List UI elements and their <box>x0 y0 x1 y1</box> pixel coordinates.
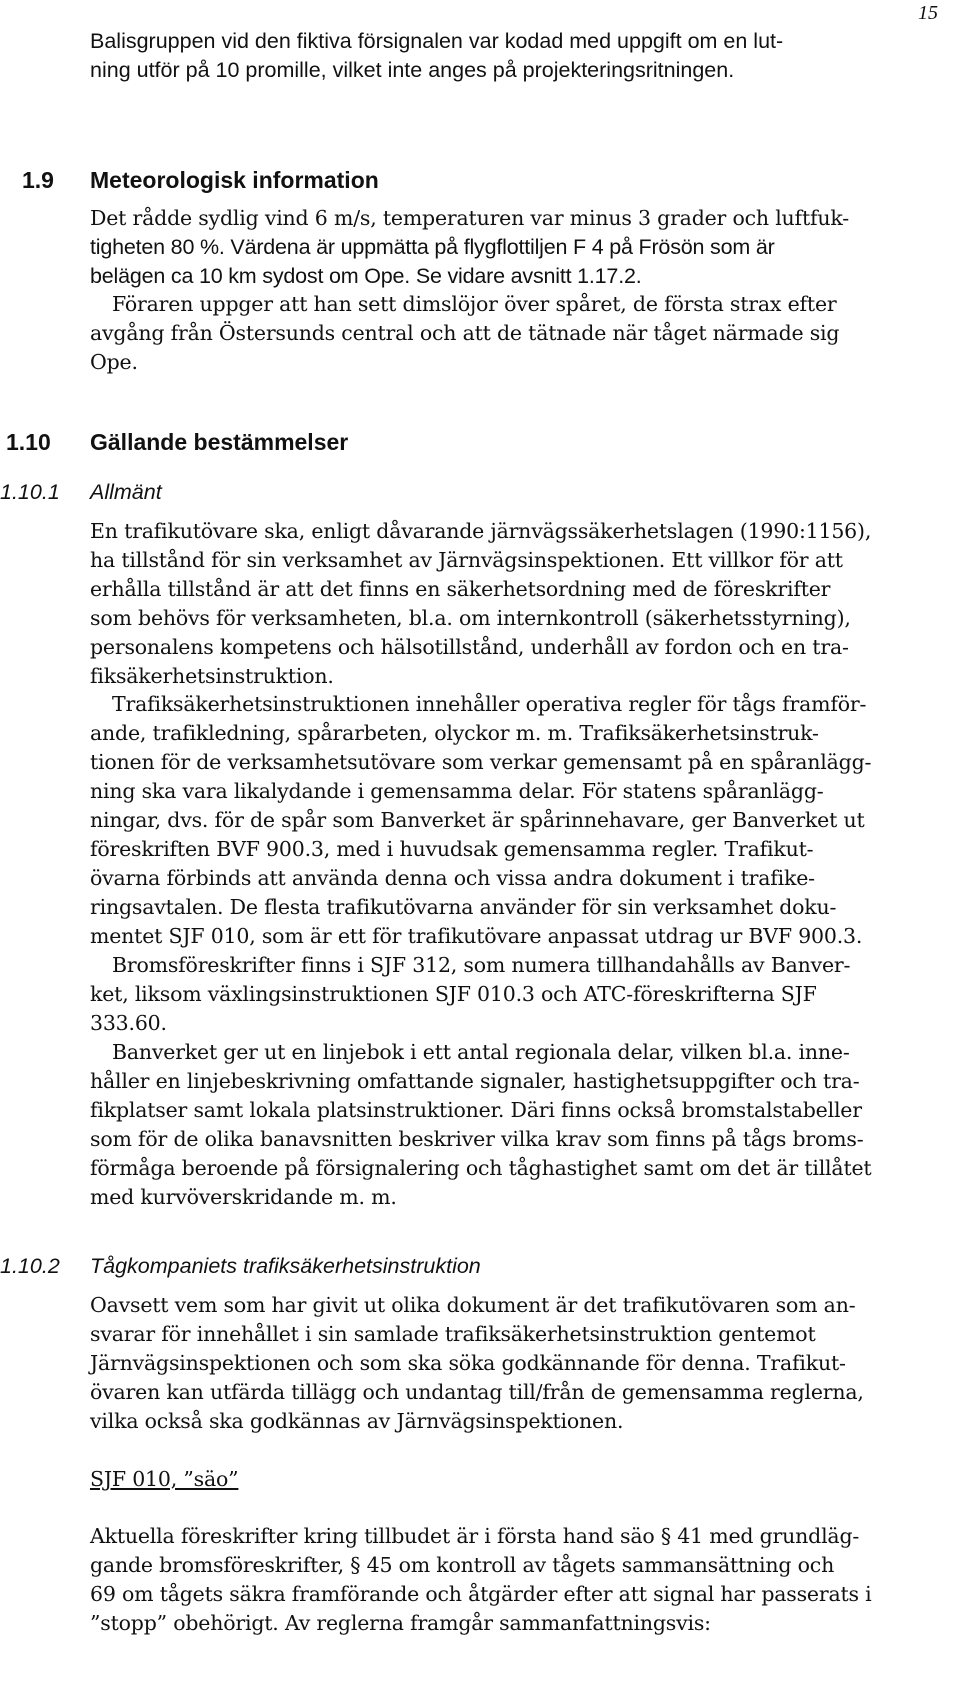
paragraph-safety-instruction <box>90 690 950 951</box>
text-line: Bromsföreskrifter finns i SJF 312, som numera tillhandahålls av Banver- <box>112 953 851 977</box>
text-line: som behövs för verksamheten, bl.a. om internkontroll (säkerhetsstyrning), <box>90 606 851 630</box>
text-line: tionen för de verksamhetsutövare som verkar gemensamt på en spåranlägg- <box>90 750 872 774</box>
text-line: med kurvöverskridande m. m. <box>90 1185 397 1209</box>
text-line: som för de olika banavsnitten beskriver vilka krav som finns på tågs broms- <box>90 1127 864 1151</box>
page-number: 15 <box>918 2 938 24</box>
section-number: 1.10 <box>6 429 51 455</box>
sjf-heading <box>90 1465 950 1494</box>
text-line: Oavsett vem som har givit ut olika dokument är det trafikutövaren som an- <box>90 1293 856 1317</box>
paragraph-responsibility <box>90 1291 950 1436</box>
text-line: ning utför på 10 promille, vilket inte anges på projekteringsritningen. <box>90 58 735 82</box>
text-line: Trafiksäkerhetsinstruktionen innehåller operativa regler för tågs framför- <box>112 692 867 716</box>
subsection-title: Tågkompaniets trafiksäkerhetsinstruktion <box>90 1254 481 1278</box>
text-line: Det rådde sydlig vind 6 m/s, temperaturen var minus 3 grader och luftfuk- <box>90 206 849 230</box>
text-line: ket, liksom växlingsinstruktionen SJF 010.3 och ATC-föreskrifterna SJF <box>90 982 817 1006</box>
text-line: fiksäkerhetsinstruktion. <box>90 664 334 688</box>
paragraph-current-rules <box>90 1522 950 1638</box>
subsection-number: 1.10.2 <box>0 1254 60 1278</box>
text-line: håller en linjebeskrivning omfattande signaler, hastighetsuppgifter och tra- <box>90 1069 860 1093</box>
text-line: ningar, dvs. för de spår som Banverket är spårinnehavare, ger Banverket ut <box>90 808 865 832</box>
text-line: Järnvägsinspektionen och som ska söka godkännande för denna. Trafikut- <box>90 1351 846 1375</box>
paragraph-driver-observation <box>90 290 950 377</box>
text-line: Aktuella föreskrifter kring tillbudet är i första hand säo § 41 med grundläg- <box>90 1524 860 1548</box>
text-line: belägen ca 10 km sydost om Ope. Se vidare avsnitt 1.17.2. <box>90 264 642 288</box>
paragraph-brake-rules <box>90 951 950 1038</box>
text-line: ”stopp” obehörigt. Av reglerna framgår sammanfattningsvis: <box>90 1611 711 1635</box>
text-line: Balisgruppen vid den fiktiva försignalen var kodad med uppgift om en lut- <box>90 29 784 53</box>
text-line: tigheten 80 %. Värdena är uppmätta på flygflottiljen F 4 på Frösön som är <box>90 235 775 259</box>
subsection-title: Allmänt <box>90 480 162 504</box>
text-line: övarna förbinds att använda denna och vissa andra dokument i trafike- <box>90 866 815 890</box>
text-line: svarar för innehållet i sin samlade trafiksäkerhetsinstruktion gentemot <box>90 1322 816 1346</box>
text-line: 69 om tågets säkra framförande och åtgärder efter att signal har passerats i <box>90 1582 872 1606</box>
text-line: ning ska vara likalydande i gemensamma delar. För statens spåranlägg- <box>90 779 824 803</box>
text-line: ande, trafikledning, spårarbeten, olyckor m. m. Trafiksäkerhetsinstruk- <box>90 721 819 745</box>
text-line: ha tillstånd för sin verksamhet av Järnvägsinspektionen. Ett villkor för att <box>90 548 843 572</box>
subsection-number: 1.10.1 <box>0 480 60 504</box>
text-line: mentet SJF 010, som är ett för trafikutövare anpassat utdrag ur BVF 900.3. <box>90 924 863 948</box>
text-line: ringsavtalen. De flesta trafikutövarna använder för sin verksamhet doku- <box>90 895 837 919</box>
section-title: Gällande bestämmelser <box>90 429 349 455</box>
text-line: gande bromsföreskrifter, § 45 om kontroll av tågets sammansättning och <box>90 1553 835 1577</box>
text-line: Föraren uppger att han sett dimslöjor över spåret, de första strax efter <box>112 292 837 316</box>
text-line: förmåga beroende på försignalering och tåghastighet samt om det är tillåtet <box>90 1156 872 1180</box>
intro-paragraph <box>90 27 950 85</box>
text-line: vilka också ska godkännas av Järnvägsinspektionen. <box>90 1409 624 1433</box>
text-line: avgång från Östersunds central och att de tätnade när tåget närmade sig <box>90 321 840 345</box>
text-line: Banverket ger ut en linjebok i ett antal regionala delar, vilken bl.a. inne- <box>112 1040 850 1064</box>
text-line: personalens kompetens och hälsotillstånd, underhåll av fordon och en tra- <box>90 635 849 659</box>
text-line: erhålla tillstånd är att det finns en säkerhetsordning med de föreskrifter <box>90 577 831 601</box>
paragraph-permit <box>90 517 950 691</box>
text-line: övaren kan utfärda tillägg och undantag till/från de gemensamma reglerna, <box>90 1380 864 1404</box>
paragraph-linjebok <box>90 1038 950 1212</box>
paragraph-weather <box>90 204 950 291</box>
text-line: fikplatser samt lokala platsinstruktioner. Däri finns också bromstalstabeller <box>90 1098 862 1122</box>
text-line: föreskriften BVF 900.3, med i huvudsak gemensamma regler. Trafikut- <box>90 837 814 861</box>
section-number: 1.9 <box>22 167 54 193</box>
text-line: En trafikutövare ska, enligt dåvarande järnvägssäkerhetslagen (1990:1156), <box>90 519 872 543</box>
text-line: Ope. <box>90 350 138 374</box>
section-title: Meteorologisk information <box>90 167 379 193</box>
text-line: 333.60. <box>90 1011 167 1035</box>
sjf-heading-text: SJF 010, ”säo” <box>90 1467 239 1491</box>
